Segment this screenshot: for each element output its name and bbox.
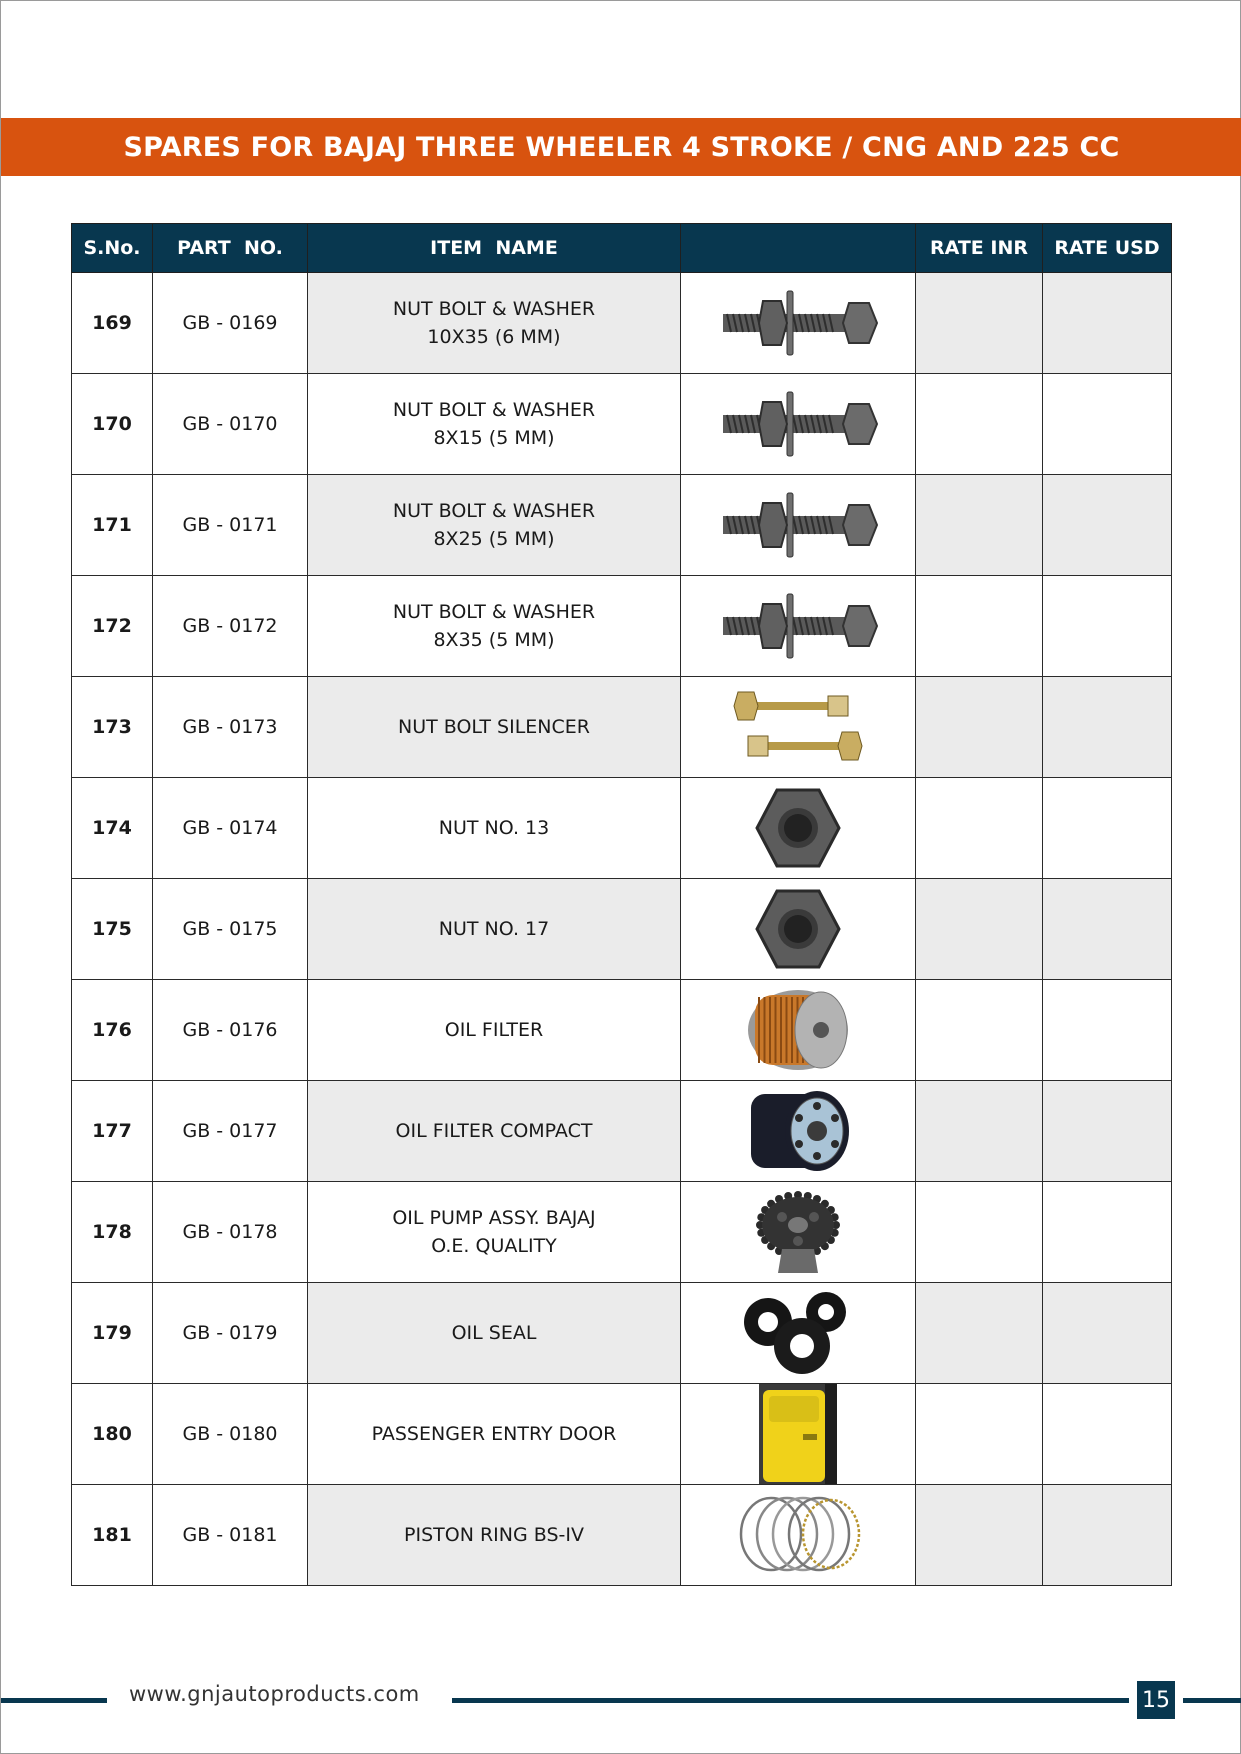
item-name-line: 8X35 (5 MM)	[433, 629, 555, 651]
cell-part-no: GB - 0181	[153, 1485, 308, 1586]
cell-item-name	[308, 374, 681, 475]
cell-sno: 172	[72, 576, 153, 677]
cell-rate-inr	[916, 778, 1043, 879]
cell-rate-inr	[916, 980, 1043, 1081]
cell-rate-usd	[1043, 475, 1172, 576]
cell-rate-inr	[916, 273, 1043, 374]
footer-website: www.gnjautoproducts.com	[129, 1682, 420, 1706]
cell-image	[681, 1182, 916, 1283]
cell-rate-usd	[1043, 273, 1172, 374]
table-row	[72, 1384, 1172, 1485]
cell-rate-usd	[1043, 1283, 1172, 1384]
page-title: SPARES FOR BAJAJ THREE WHEELER 4 STROKE / CNG AND 225 CC	[123, 131, 1120, 163]
cell-rate-inr	[916, 1182, 1043, 1283]
cell-image	[681, 1283, 916, 1384]
cell-rate-inr	[916, 1384, 1043, 1485]
cell-item-name	[308, 273, 681, 374]
cell-sno: 174	[72, 778, 153, 879]
item-name-line: OIL SEAL	[451, 1322, 537, 1344]
item-name-line: NUT BOLT & WASHER	[392, 601, 596, 623]
cell-sno: 181	[72, 1485, 153, 1586]
item-name-line: OIL FILTER COMPACT	[395, 1120, 593, 1142]
cell-rate-usd	[1043, 1485, 1172, 1586]
cell-item-name	[308, 576, 681, 677]
cell-rate-inr	[916, 576, 1043, 677]
cell-image	[681, 1081, 916, 1182]
cell-part-no: GB - 0175	[153, 879, 308, 980]
item-name-line: PASSENGER ENTRY DOOR	[371, 1423, 617, 1445]
cell-item-name	[308, 879, 681, 980]
nut-bolt-silencer-icon	[681, 684, 915, 770]
table-row	[72, 273, 1172, 374]
item-name-line: NUT NO. 13	[438, 817, 550, 839]
table-header-row	[72, 224, 1172, 273]
footer-rule-left	[1, 1698, 107, 1703]
cell-sno: 175	[72, 879, 153, 980]
table-row	[72, 374, 1172, 475]
item-name-line: OIL FILTER	[444, 1019, 544, 1041]
cell-item-name	[308, 475, 681, 576]
column-header-part-no: PART NO.	[153, 224, 308, 273]
cell-item-name	[308, 677, 681, 778]
cell-item-name	[308, 1485, 681, 1586]
nut-bolt-washer-icon	[681, 384, 915, 464]
cell-image	[681, 879, 916, 980]
cell-part-no: GB - 0180	[153, 1384, 308, 1485]
cell-image	[681, 1384, 916, 1485]
cell-rate-usd	[1043, 576, 1172, 677]
column-header-item-name: ITEM NAME	[308, 224, 681, 273]
parts-table	[71, 223, 1172, 1586]
passenger-door-icon	[681, 1384, 915, 1484]
cell-image	[681, 677, 916, 778]
nut-bolt-washer-icon	[681, 586, 915, 666]
table-row	[72, 1182, 1172, 1283]
cell-item-name	[308, 1283, 681, 1384]
cell-image	[681, 778, 916, 879]
cell-part-no: GB - 0171	[153, 475, 308, 576]
item-name-line: NUT BOLT & WASHER	[392, 399, 596, 421]
cell-part-no: GB - 0173	[153, 677, 308, 778]
nut-bolt-washer-icon	[681, 283, 915, 363]
column-header-rate-usd: RATE USD	[1043, 224, 1172, 273]
nut-bolt-washer-icon	[681, 485, 915, 565]
item-name-line: 10X35 (6 MM)	[427, 326, 561, 348]
cell-image	[681, 374, 916, 475]
oil-filter-compact-icon	[681, 1088, 915, 1174]
cell-sno: 176	[72, 980, 153, 1081]
cell-sno: 173	[72, 677, 153, 778]
oil-pump-icon	[681, 1189, 915, 1275]
item-name-line: NUT BOLT SILENCER	[398, 716, 590, 738]
item-name-line: O.E. QUALITY	[431, 1235, 557, 1257]
cell-item-name	[308, 1384, 681, 1485]
item-name-line: OIL PUMP ASSY. BAJAJ	[392, 1207, 596, 1229]
item-name-line: NUT BOLT & WASHER	[392, 500, 596, 522]
footer-rule-middle	[452, 1698, 1129, 1703]
footer-rule-right	[1183, 1698, 1241, 1703]
column-header-rate-inr: RATE INR	[916, 224, 1043, 273]
cell-part-no: GB - 0176	[153, 980, 308, 1081]
table-row	[72, 1081, 1172, 1182]
cell-image	[681, 475, 916, 576]
cell-sno: 170	[72, 374, 153, 475]
cell-rate-usd	[1043, 778, 1172, 879]
item-name-line: NUT BOLT & WASHER	[392, 298, 596, 320]
table-row	[72, 879, 1172, 980]
cell-item-name	[308, 1081, 681, 1182]
cell-sno: 180	[72, 1384, 153, 1485]
table-row	[72, 475, 1172, 576]
item-name-line: 8X25 (5 MM)	[433, 528, 555, 550]
cell-part-no: GB - 0172	[153, 576, 308, 677]
cell-part-no: GB - 0179	[153, 1283, 308, 1384]
table-row	[72, 1485, 1172, 1586]
cell-image	[681, 576, 916, 677]
column-header-image	[681, 224, 916, 273]
oil-seal-icon	[681, 1290, 915, 1376]
table-row	[72, 778, 1172, 879]
cell-item-name	[308, 778, 681, 879]
cell-part-no: GB - 0174	[153, 778, 308, 879]
cell-rate-inr	[916, 1081, 1043, 1182]
cell-sno: 178	[72, 1182, 153, 1283]
item-name-line: 8X15 (5 MM)	[433, 427, 555, 449]
page-number: 15	[1137, 1681, 1175, 1719]
cell-rate-usd	[1043, 879, 1172, 980]
hex-nut-icon	[681, 786, 915, 870]
hex-nut-icon	[681, 887, 915, 971]
page-banner	[1, 118, 1241, 176]
table-row	[72, 980, 1172, 1081]
column-header-sno: S.No.	[72, 224, 153, 273]
item-name-line: NUT NO. 17	[438, 918, 550, 940]
cell-rate-usd	[1043, 980, 1172, 1081]
cell-rate-inr	[916, 677, 1043, 778]
cell-sno: 171	[72, 475, 153, 576]
table-row	[72, 677, 1172, 778]
cell-image	[681, 1485, 916, 1586]
cell-part-no: GB - 0177	[153, 1081, 308, 1182]
cell-item-name	[308, 980, 681, 1081]
cell-part-no: GB - 0169	[153, 273, 308, 374]
cell-image	[681, 980, 916, 1081]
cell-rate-usd	[1043, 1182, 1172, 1283]
table-row	[72, 1283, 1172, 1384]
cell-sno: 177	[72, 1081, 153, 1182]
table-row	[72, 576, 1172, 677]
cell-part-no: GB - 0178	[153, 1182, 308, 1283]
cell-rate-usd	[1043, 1384, 1172, 1485]
oil-filter-icon	[681, 987, 915, 1073]
cell-rate-inr	[916, 879, 1043, 980]
cell-rate-inr	[916, 1283, 1043, 1384]
cell-rate-usd	[1043, 1081, 1172, 1182]
cell-rate-usd	[1043, 374, 1172, 475]
cell-rate-inr	[916, 475, 1043, 576]
cell-sno: 179	[72, 1283, 153, 1384]
cell-rate-usd	[1043, 677, 1172, 778]
cell-part-no: GB - 0170	[153, 374, 308, 475]
cell-rate-inr	[916, 1485, 1043, 1586]
cell-image	[681, 273, 916, 374]
cell-rate-inr	[916, 374, 1043, 475]
cell-sno: 169	[72, 273, 153, 374]
piston-ring-icon	[681, 1492, 915, 1578]
cell-item-name	[308, 1182, 681, 1283]
item-name-line: PISTON RING BS-IV	[404, 1524, 584, 1546]
